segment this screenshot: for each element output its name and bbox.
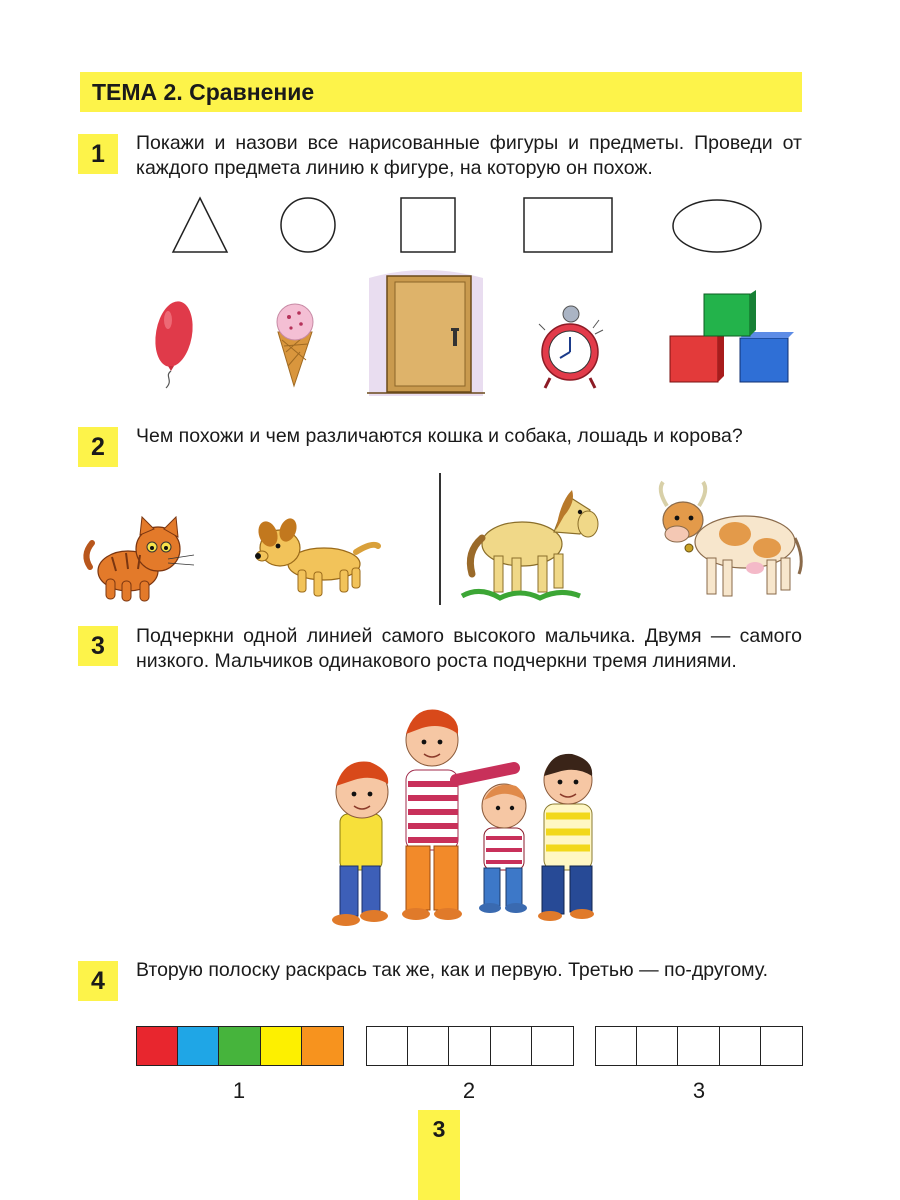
task-3-number: 3	[78, 626, 118, 666]
ice-cream-icon	[270, 300, 320, 388]
ellipse-shape	[672, 199, 762, 253]
strip-1-cell	[137, 1027, 178, 1065]
strip-3-cell	[596, 1027, 637, 1065]
strip-3-cell	[637, 1027, 678, 1065]
strip-3-label: 3	[692, 1078, 706, 1103]
page-number-tab	[418, 1110, 460, 1200]
strip-2-label: 2	[462, 1078, 476, 1103]
cow-icon	[655, 478, 805, 602]
strip-2-cell	[449, 1027, 490, 1065]
strip-1-cell	[178, 1027, 219, 1065]
strip-1	[136, 1026, 344, 1066]
alarm-clock-icon	[535, 306, 607, 390]
door-icon	[365, 268, 487, 396]
strip-2	[366, 1026, 574, 1066]
boys-illustration	[318, 700, 608, 930]
task-1-number: 1	[78, 134, 118, 174]
page-number: 3	[432, 1116, 446, 1142]
task-4-number: 4	[78, 961, 118, 1001]
strip-3-cell	[678, 1027, 719, 1065]
strip-1-cell	[219, 1027, 260, 1065]
task-4-text: Вторую полоску раскрась так же, как и первую. Третью — по-другому.	[136, 959, 769, 981]
strip-2-cell	[491, 1027, 532, 1065]
square-shape	[400, 197, 456, 253]
topic-header	[80, 72, 802, 112]
boy-1-figure	[332, 762, 388, 927]
task-1-text: Покажи и назови все нарисованные фигуры и предметы. Проведи от каждого предмета линию к фигуре, на которую он похож.	[136, 132, 802, 179]
blocks-icon	[666, 290, 796, 384]
balloon-icon	[150, 298, 200, 390]
task-2-text: Чем похожи и чем различаются кошка и собака, лошадь и корова?	[136, 425, 743, 447]
strip-1-label: 1	[232, 1078, 246, 1103]
boy-3-figure	[479, 784, 527, 913]
strip-3-cell	[761, 1027, 802, 1065]
task-2-number: 2	[78, 427, 118, 467]
rectangle-shape	[523, 197, 613, 253]
boy-4-figure	[538, 754, 594, 921]
dog-icon	[252, 516, 380, 600]
strip-1-cell	[302, 1027, 343, 1065]
cat-icon	[82, 515, 198, 603]
horse-icon	[460, 482, 604, 604]
triangle-shape	[170, 196, 230, 254]
circle-shape	[280, 197, 338, 253]
strip-1-cell	[261, 1027, 302, 1065]
strip-2-cell	[408, 1027, 449, 1065]
topic-title: ТЕМА 2. Сравнение	[92, 79, 315, 105]
strip-2-cell	[367, 1027, 408, 1065]
strip-2-cell	[532, 1027, 573, 1065]
animals-divider	[438, 473, 442, 605]
task-3-text: Подчеркни одной линией самого высокого мальчика. Двумя — самого низкого. Мальчиков одинакового роста подчеркни тремя линиями.	[136, 625, 802, 672]
strip-3-cell	[720, 1027, 761, 1065]
strip-3	[595, 1026, 803, 1066]
